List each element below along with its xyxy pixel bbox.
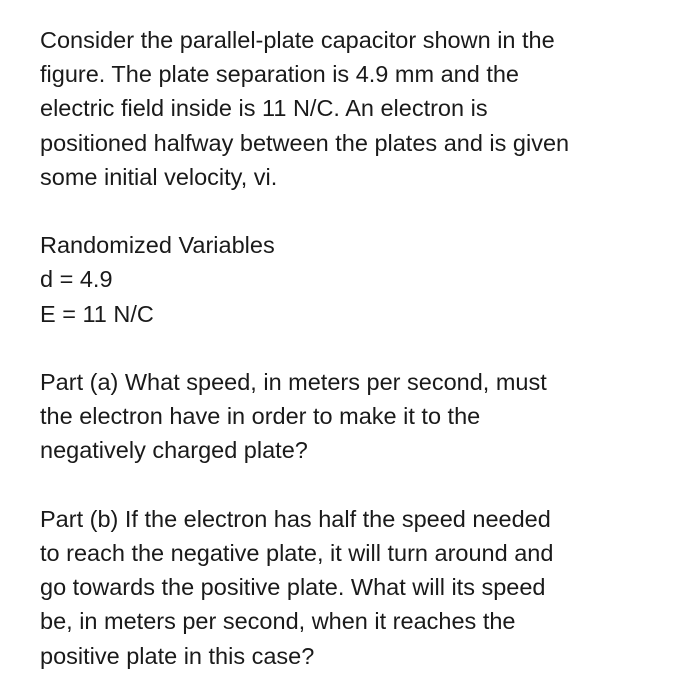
variable-e: E = 11 N/C: [40, 300, 154, 327]
intro-line: positioned halfway between the plates and is given: [40, 129, 570, 156]
paragraph-gap: [40, 468, 650, 502]
intro-paragraph: [40, 23, 650, 194]
part-a-line: Part (a) What speed, in meters per second, must: [40, 369, 547, 395]
intro-line: figure. The plate separation is 4.9 mm and the: [40, 61, 519, 88]
part-b-line: be, in meters per second, when it reaches the: [40, 608, 516, 635]
paragraph-gap: [40, 331, 650, 365]
part-a-line: the electron have in order to make it to the: [40, 403, 481, 430]
problem-text: [40, 23, 650, 673]
part-b-line: to reach the negative plate, it will turn around and: [40, 540, 554, 566]
variables-block: [40, 228, 650, 331]
part-b-paragraph: [40, 502, 650, 673]
intro-line: Consider the parallel-plate capacitor shown in the: [40, 27, 555, 53]
intro-line: some initial velocity, vi.: [40, 163, 278, 190]
part-b-line: positive plate in this case?: [40, 642, 315, 669]
part-a-paragraph: [40, 365, 650, 468]
part-b-line: Part (b) If the electron has half the speed needed: [40, 505, 551, 532]
part-a-line: negatively charged plate?: [40, 437, 308, 464]
variables-heading: Randomized Variables: [40, 232, 275, 259]
paragraph-gap: [40, 194, 650, 228]
intro-line: electric field inside is 11 N/C. An electron is: [40, 95, 488, 122]
part-b-line: go towards the positive plate. What will its speed: [40, 574, 546, 601]
variable-d: d = 4.9: [40, 266, 113, 293]
